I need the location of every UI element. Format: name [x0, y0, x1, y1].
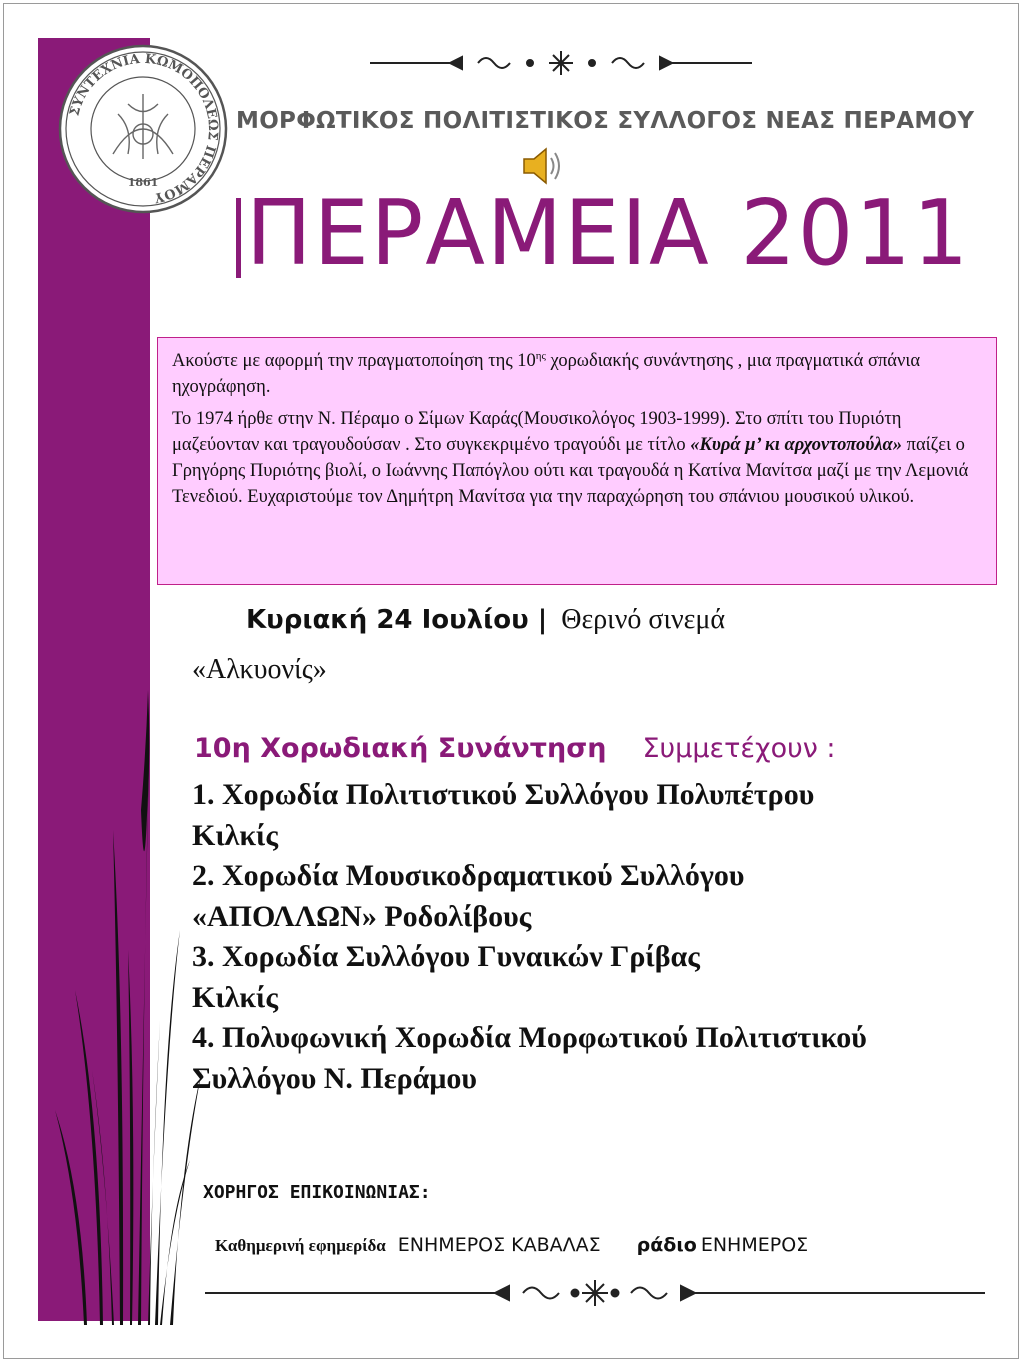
event-date: Κυριακή 24 Ιουλίου |: [246, 605, 548, 635]
sponsor-heading: ΧΟΡΗΓΟΣ ΕΠΙΚΟΙΝΩΝΙΑΣ:: [203, 1182, 431, 1203]
radio-label: ράδιο: [636, 1234, 697, 1256]
choir-line: Κιλκίς: [192, 980, 278, 1014]
ornament-divider-icon: [370, 48, 752, 78]
choir-line: 1. Χορωδία Πολιτιστικού Συλλόγου Πολυπέτρου: [192, 778, 815, 811]
organization-name: ΜΟΡΦΩΤΙΚΟΣ ΠΟΛΙΤΙΣΤΙΚΟΣ ΣΥΛΛΟΓΟΣ ΝΕΑΣ ΠΕΡΑΜΟΥ: [236, 108, 975, 134]
choir-line: «ΑΠΟΛΛΩΝ» Ροδολίβους: [192, 899, 532, 933]
radio-name: ΕΝΗΜΕΡΟΣ: [700, 1234, 809, 1256]
choir-line: 3. Χορωδία Συλλόγου Γυναικών Γρίβας: [192, 940, 700, 973]
info-paragraph-1: Ακούστε με αφορμή την πραγματοποίηση της $10^{\eta\varsigma}$ χορωδιακής συνάντησης , μια πραγματικά σπάνια ηχογράφηση.: [172, 350, 921, 397]
participants-label: Συμμετέχουν :: [642, 733, 836, 764]
event-title-text: ΠΕΡΑΜΕΙΑ 2011: [246, 181, 971, 286]
ornament-divider-icon: [205, 1278, 985, 1308]
newspaper-name: ΕΝΗΜΕΡΟΣ ΚΑΒΑΛΑΣ: [397, 1234, 601, 1256]
newspaper-label: Καθημερινή εφημερίδα: [215, 1236, 386, 1255]
sponsor-line: [215, 1234, 808, 1256]
choir-list: [192, 775, 982, 1099]
seal-text: ΣΥΝΤΕΧΝΙΑ ΚΩΜΟΠΟΛΕΩΣ ΠΕΡΑΜΟΥ: [67, 51, 221, 205]
choir-line: Συλλόγου Ν. Περάμου: [192, 1061, 477, 1095]
title-accent-bar: [236, 198, 241, 278]
audio-info-box: [157, 337, 997, 585]
choir-line: Κιλκίς: [192, 818, 278, 852]
meeting-line: [194, 733, 835, 764]
reeds-decoration: [20, 690, 220, 1325]
info-paragraph-2: Το 1974 ήρθε στην Ν. Πέραμο ο Σίμων Καράς(Μουσικολόγος 1903-1999). Στο σπίτι του Πυριότη μαζεύονταν και τραγουδούσαν . Στο συγκεκριμένο τραγούδι με τίτλο «Κυρά μ’ κι αρχοντοπούλα» παίζει ο Γρηγόρης Πυριότης βιολί, ο Ιωάννης Παπόγλου ούτι και τραγουδά η Κατίνα Μανίτσα μαζί με την Λεμονιά Τενεδιού. Ευχαριστούμε τον Δημήτρη Μανίτσα για την παραχώρηση του σπάνιου μουσικού υλικού.: [172, 409, 969, 507]
seal-logo: [58, 44, 228, 214]
event-venue: Θερινό σινεμά: [561, 604, 726, 635]
seal-year: 1861: [127, 176, 159, 189]
event-date-line: [246, 604, 725, 636]
event-title: [236, 181, 976, 286]
venue-name: «Αλκυονίς»: [192, 654, 327, 685]
choir-line: 4. Πολυφωνική Χορωδία Μορφωτικού Πολιτιστικού: [192, 1021, 867, 1054]
song-title: «Κυρά μ’ κι αρχοντοπούλα»: [690, 435, 903, 455]
meeting-title: 10η Χορωδιακή Συνάντηση: [194, 733, 607, 764]
choir-line: 2. Χορωδία Μουσικοδραματικού Συλλόγου: [192, 859, 745, 892]
